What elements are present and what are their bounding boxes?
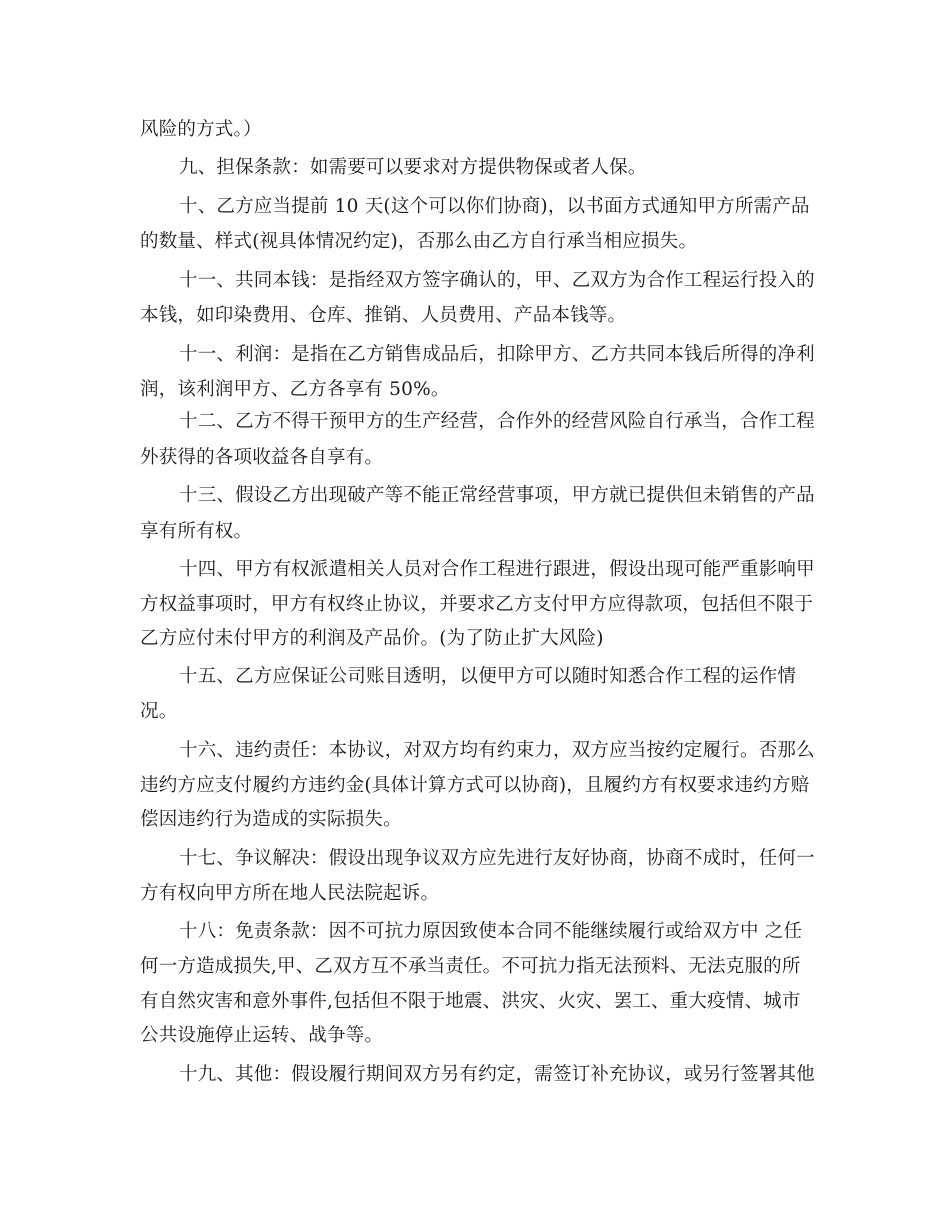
text-line: 润，该利润甲方、乙方各享有 50%。 <box>140 379 450 400</box>
text-line: 方权益事项时，甲方有权终止协议，并要求乙方支付甲方应得款项，包括但不限于 <box>140 594 814 615</box>
text-line: 十八：免责条款：因不可抗力原因致使本合同不能继续履行或给双方中 之任 <box>179 921 803 942</box>
text-line: 本钱，如印染费用、仓库、推销、人员费用、产品本钱等。 <box>140 305 627 326</box>
text-line: 十六、违约责任：本协议，对双方均有约束力，双方应当按约定履行。否那么 <box>179 740 815 761</box>
text-line: 偿因违约行为造成的实际损失。 <box>140 809 402 830</box>
text-line: 有自然灾害和意外事件,包括但不限于地震、洪灾、火灾、罢工、重大疫情、城市 <box>140 991 801 1012</box>
text-line: 十一、共同本钱：是指经双方签字确认的，甲、乙双方为合作工程运行投入的 <box>179 270 815 291</box>
text-line: 违约方应支付履约方违约金(具体计算方式可以协商)，且履约方有权要求违约方赔 <box>140 775 810 796</box>
text-line: 风险的方式。） <box>140 119 262 140</box>
text-line: 十四、甲方有权派遣相关人员对合作工程进行跟进，假设出现可能严重影响甲 <box>179 559 815 580</box>
text-line: 九、担保条款：如需要可以要求对方提供物保或者人保。 <box>179 157 647 178</box>
text-line: 享有所有权。 <box>140 521 253 542</box>
text-line: 况。 <box>140 701 178 722</box>
text-line: 十、乙方应当提前 10 天(这个可以你们协商)，以书面方式通知甲方所需产品 <box>179 196 810 217</box>
text-line: 外获得的各项收益各自享有。 <box>140 447 384 468</box>
text-line: 十二、乙方不得干预甲方的生产经营，合作外的经营风险自行承当，合作工程 <box>179 411 815 432</box>
text-line: 公共设施停止运转、战争等。 <box>140 1025 384 1046</box>
text-line: 十九、其他：假设履行期间双方另有约定，需签订补充协议，或另行签署其他 <box>179 1064 815 1085</box>
text-line: 方有权向甲方所在地人民法院起诉。 <box>140 883 440 904</box>
text-line: 十三、假设乙方出现破产等不能正常经营事项，甲方就已提供但未销售的产品 <box>179 485 815 506</box>
text-line: 十五、乙方应保证公司账目透明，以便甲方可以随时知悉合作工程的运作情 <box>179 666 797 687</box>
text-line: 十一、利润：是指在乙方销售成品后，扣除甲方、乙方共同本钱后所得的净利 <box>179 344 815 365</box>
text-line: 的数量、样式(视具体情况约定)，否那么由乙方自行承当相应损失。 <box>140 231 698 252</box>
text-line: 十七、争议解决：假设出现争议双方应先进行友好协商，协商不成时，任何一 <box>179 848 815 869</box>
text-line: 乙方应付未付甲方的利润及产品价。(为了防止扩大风险) <box>140 628 604 649</box>
text-line: 何一方造成损失,甲、乙双方互不承当责任。不可抗力指无法预料、无法克服的所 <box>140 956 801 977</box>
